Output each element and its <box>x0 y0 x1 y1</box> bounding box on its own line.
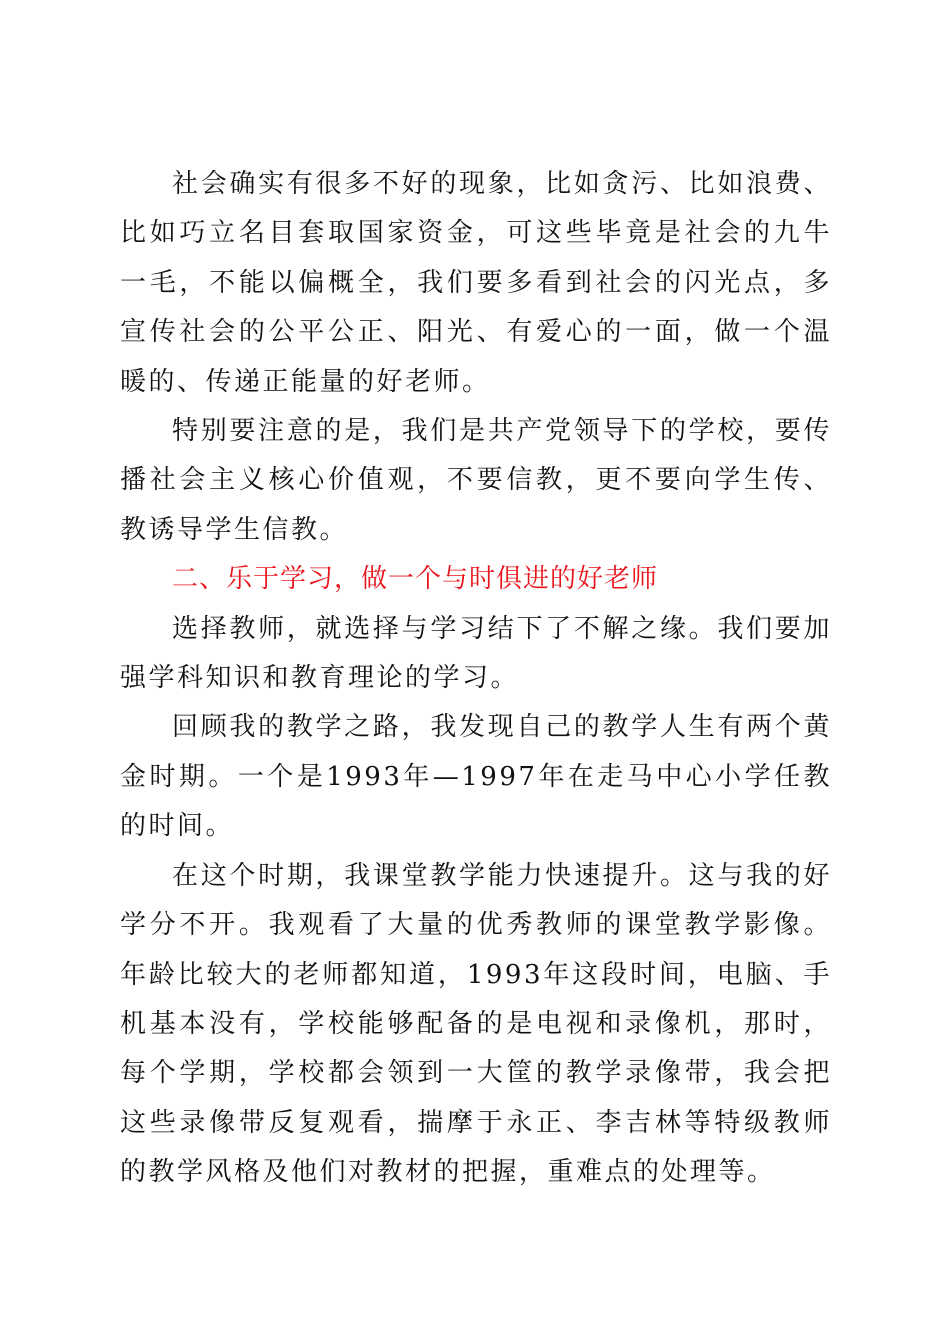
paragraph: 特别要注意的是，我们是共产党领导下的学校，要传播社会主义核心价值观，不要信教，更不要向学生传、教诱导学生信教。 <box>120 416 832 545</box>
paragraph: 选择教师，就选择与学习结下了不解之缘。我们要加强学科知识和教育理论的学习。 <box>120 613 832 694</box>
section-heading: 二、乐于学习，做一个与时俱进的好老师 <box>172 564 659 595</box>
document-page <box>120 160 832 1198</box>
paragraph: 社会确实有很多不好的现象，比如贪污、比如浪费、比如巧立名目套取国家资金，可这些毕竟是社会的九牛一毛，不能以偏概全，我们要多看到社会的闪光点，多宣传社会的公平公正、阳光、有爱心的一面，做一个温暖的、传递正能量的好老师。 <box>120 169 832 397</box>
paragraph: 回顾我的教学之路，我发现自己的教学人生有两个黄金时期。一个是1993年—1997年在走马中心小学任教的时间。 <box>120 712 832 842</box>
paragraph: 在这个时期，我课堂教学能力快速提升。这与我的好学分不开。我观看了大量的优秀教师的课堂教学影像。年龄比较大的老师都知道，1993年这段时间，电脑、手机基本没有，学校能够配备的是电视和录像机，那时，每个学期，学校都会领到一大筐的教学录像带，我会把这些录像带反复观看，揣摩于永正、李吉林等特级教师的教学风格及他们对教材的把握，重难点的处理等。 <box>120 860 832 1188</box>
